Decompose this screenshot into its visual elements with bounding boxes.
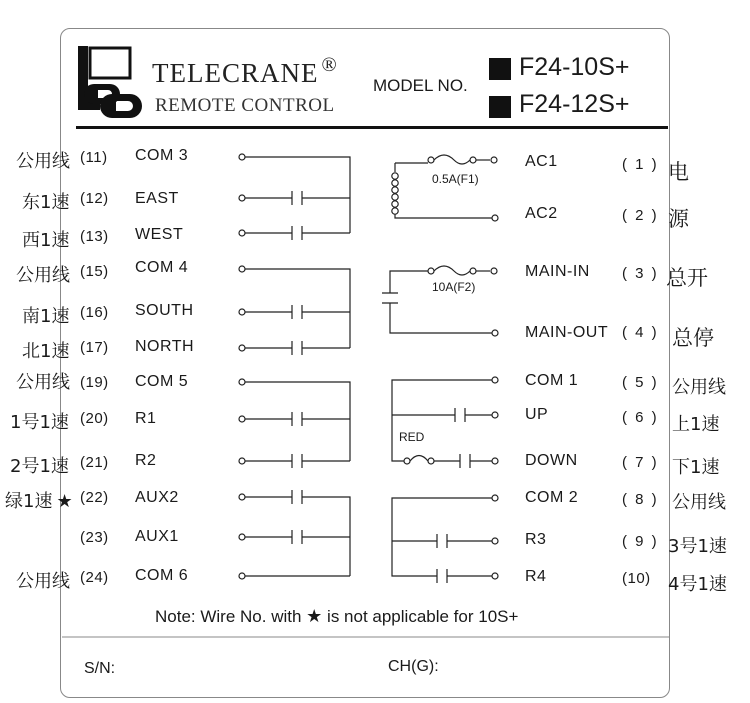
left-cn-12: 东1速 bbox=[22, 192, 70, 213]
right-num-10: (10) bbox=[622, 570, 651, 587]
left-sig-com3: COM 3 bbox=[135, 147, 189, 164]
left-num-13: (13) bbox=[80, 228, 109, 245]
note-after: is not applicable for 10S+ bbox=[327, 607, 519, 626]
left-sig-south: SOUTH bbox=[135, 302, 194, 319]
channel-label: CH(G): bbox=[388, 658, 439, 675]
left-contacts bbox=[239, 154, 350, 579]
left-num-22: (22) bbox=[80, 489, 109, 506]
right-cn-2: 源 bbox=[668, 207, 689, 231]
left-cn-17: 北1速 bbox=[22, 341, 70, 362]
left-num-17: (17) bbox=[80, 339, 109, 356]
left-sig-east: EAST bbox=[135, 190, 179, 207]
right-sig-r4: R4 bbox=[525, 568, 547, 585]
left-cn-15: 公用线 bbox=[16, 265, 70, 286]
right-num-6: ( 6 ) bbox=[622, 409, 659, 426]
left-sig-north: NORTH bbox=[135, 338, 195, 355]
serial-number-label: S/N: bbox=[84, 660, 116, 677]
up-down-circuit bbox=[392, 377, 498, 468]
right-num-1: ( 1 ) bbox=[622, 156, 659, 173]
right-num-7: ( 7 ) bbox=[622, 454, 659, 471]
right-sig-up: UP bbox=[525, 406, 549, 423]
model-number-2: F24-12S+ bbox=[519, 90, 630, 118]
right-num-5: ( 5 ) bbox=[622, 374, 659, 391]
right-sig-main-out: MAIN-OUT bbox=[525, 324, 609, 341]
left-cn-20: 1号1速 bbox=[10, 412, 69, 433]
left-num-21: (21) bbox=[80, 454, 109, 471]
left-cn-19: 公用线 bbox=[16, 372, 70, 393]
right-cn-7: 下1速 bbox=[672, 457, 720, 478]
left-sig-com6: COM 6 bbox=[135, 567, 189, 584]
right-cn-3: 总开 bbox=[666, 266, 708, 290]
left-sig-aux1: AUX1 bbox=[135, 528, 179, 545]
model-label: MODEL NO. bbox=[373, 76, 468, 95]
left-num-20: (20) bbox=[80, 410, 109, 427]
fuse-f1-label: 0.5A(F1) bbox=[432, 172, 479, 186]
left-sig-west: WEST bbox=[135, 226, 184, 243]
r3-r4-circuit bbox=[392, 495, 498, 583]
right-cn-4: 总停 bbox=[672, 326, 714, 350]
left-cn-11: 公用线 bbox=[16, 151, 70, 172]
right-cn-8: 公用线 bbox=[672, 492, 726, 513]
left-num-12: (12) bbox=[80, 190, 109, 207]
right-sig-com2: COM 2 bbox=[525, 489, 579, 506]
left-sig-r1: R1 bbox=[135, 410, 157, 427]
applicability-note bbox=[155, 606, 518, 627]
left-num-23: (23) bbox=[80, 529, 109, 546]
left-sig-com4: COM 4 bbox=[135, 259, 189, 276]
left-sig-com5: COM 5 bbox=[135, 373, 189, 390]
right-sig-down: DOWN bbox=[525, 452, 578, 469]
left-sig-aux2: AUX2 bbox=[135, 489, 179, 506]
note-star-icon: ★ bbox=[306, 606, 323, 626]
registered-mark: ® bbox=[321, 54, 338, 76]
left-cn-22-text: 绿1速 bbox=[5, 491, 53, 512]
left-sig-r2: R2 bbox=[135, 452, 157, 469]
right-cn-1: 电 bbox=[668, 160, 689, 184]
right-sig-r3: R3 bbox=[525, 531, 547, 548]
right-num-3: ( 3 ) bbox=[622, 265, 659, 282]
right-sig-ac2: AC2 bbox=[525, 205, 558, 222]
left-num-11: (11) bbox=[80, 149, 108, 166]
left-num-15: (15) bbox=[80, 263, 109, 280]
left-cn-16: 南1速 bbox=[22, 306, 70, 327]
right-num-2: ( 2 ) bbox=[622, 207, 659, 224]
red-lamp-label: RED bbox=[399, 430, 425, 444]
note-before: Note: Wire No. with bbox=[155, 607, 302, 626]
left-cn-13: 西1速 bbox=[22, 230, 70, 251]
left-num-24: (24) bbox=[80, 569, 109, 586]
fuse-f2-label: 10A(F2) bbox=[432, 280, 476, 294]
right-cn-10: 4号1速 bbox=[668, 574, 727, 595]
right-cn-9: 3号1速 bbox=[668, 536, 727, 557]
main-switch bbox=[382, 266, 498, 336]
right-cn-6: 上1速 bbox=[672, 414, 720, 435]
right-sig-com1: COM 1 bbox=[525, 372, 579, 389]
brand-name: TELECRANE bbox=[152, 58, 319, 88]
right-sig-main-in: MAIN-IN bbox=[525, 263, 590, 280]
right-num-8: ( 8 ) bbox=[622, 491, 659, 508]
right-num-9: ( 9 ) bbox=[622, 533, 659, 550]
right-cn-5: 公用线 bbox=[672, 377, 726, 398]
right-sig-ac1: AC1 bbox=[525, 153, 558, 170]
model-number-1: F24-10S+ bbox=[519, 53, 630, 81]
star-icon: ★ bbox=[56, 491, 73, 512]
right-num-4: ( 4 ) bbox=[622, 324, 659, 341]
brand-subtitle: REMOTE CONTROL bbox=[155, 95, 335, 116]
power-transformer bbox=[392, 155, 498, 221]
left-num-16: (16) bbox=[80, 304, 109, 321]
left-num-19: (19) bbox=[80, 374, 109, 391]
left-cn-21: 2号1速 bbox=[10, 456, 69, 477]
left-cn-24: 公用线 bbox=[16, 571, 70, 592]
